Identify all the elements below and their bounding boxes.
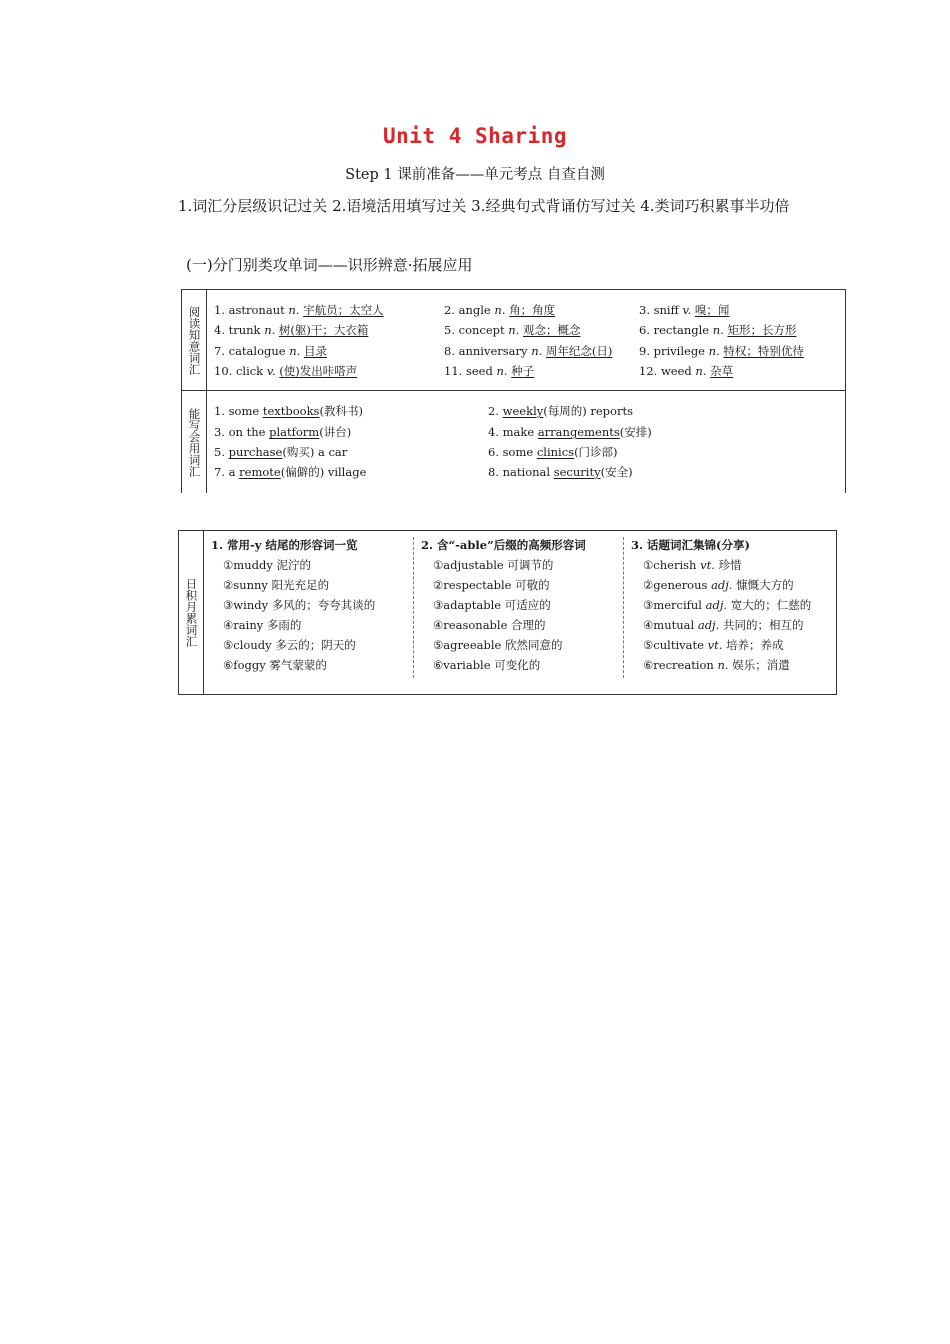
writing-item: 1. some textbooks(教科书) bbox=[214, 404, 363, 418]
reading-item: 3. sniff v. 嗅；闻 bbox=[639, 303, 730, 317]
reading-item: 10. click v. (使)发出咔嗒声 bbox=[214, 364, 358, 378]
writing-item: 7. a remote(偏僻的) village bbox=[214, 465, 367, 479]
list-item: ③windy 多风的；夸夸其谈的 bbox=[223, 598, 376, 612]
list-item: ④reasonable 合理的 bbox=[433, 618, 546, 632]
list-item: ②generous adj. 慷慨大方的 bbox=[643, 578, 794, 592]
column-divider bbox=[413, 537, 414, 678]
step-heading: Step 1 课前准备——单元考点 自查自测 bbox=[345, 167, 605, 183]
reading-item: 1. astronaut n. 宇航员；太空人 bbox=[214, 303, 384, 317]
vocab-table-2 bbox=[178, 530, 837, 695]
section-heading: (一)分门别类攻单词——识形辨意·拓展应用 bbox=[186, 256, 473, 274]
reading-item: 11. seed n. 种子 bbox=[444, 364, 535, 378]
list-item: ⑤cloudy 多云的；阴天的 bbox=[223, 638, 356, 652]
list-item: ④rainy 多雨的 bbox=[223, 618, 302, 632]
column-divider bbox=[623, 537, 624, 678]
writing-item: 6. some clinics(门诊部) bbox=[488, 445, 618, 459]
reading-label: 阅读知意词汇 bbox=[187, 305, 202, 375]
list-item: ⑥variable 可变化的 bbox=[433, 658, 541, 672]
reading-item: 4. trunk n. 树(躯)干；大衣箱 bbox=[214, 323, 369, 337]
writing-item: 4. make arrangements(安排) bbox=[488, 425, 652, 439]
list-item: ⑥recreation n. 娱乐；消遣 bbox=[643, 658, 790, 672]
list-item: ①muddy 泥泞的 bbox=[223, 558, 311, 572]
writing-item: 2. weekly(每周的) reports bbox=[488, 404, 633, 418]
writing-item: 3. on the platform(讲台) bbox=[214, 425, 352, 439]
page-title: Unit 4 Sharing bbox=[382, 124, 567, 148]
accumulate-label-cell bbox=[179, 531, 204, 694]
reading-item: 12. weed n. 杂草 bbox=[639, 364, 734, 378]
list-item: ①adjustable 可调节的 bbox=[433, 558, 554, 572]
list-item: ⑤cultivate vt. 培养；养成 bbox=[643, 638, 784, 652]
reading-item: 5. concept n. 观念；概念 bbox=[444, 323, 581, 337]
writing-label: 能写会用词汇 bbox=[187, 407, 202, 477]
intro-paragraph: 1.词汇分层级识记过关 2.语境活用填写过关 3.经典句式背诵仿写过关 4.类词巧积累事半功倍 bbox=[178, 197, 790, 215]
writing-item: 8. national security(安全) bbox=[488, 465, 633, 479]
list-item: ②respectable 可敬的 bbox=[433, 578, 550, 592]
list-item: ②sunny 阳光充足的 bbox=[223, 578, 330, 592]
reading-item: 6. rectangle n. 矩形；长方形 bbox=[639, 323, 797, 337]
vocab-table-1 bbox=[181, 289, 846, 493]
list-item: ③adaptable 可适应的 bbox=[433, 598, 551, 612]
col3-heading: 3. 话题词汇集锦(分享) bbox=[631, 538, 750, 552]
row-divider bbox=[182, 390, 845, 391]
reading-item: 8. anniversary n. 周年纪念(日) bbox=[444, 344, 613, 358]
list-item: ④mutual adj. 共同的；相互的 bbox=[643, 618, 804, 632]
accumulate-label: 日积月累词汇 bbox=[184, 578, 199, 647]
writing-label-cell bbox=[182, 391, 207, 493]
list-item: ①cherish vt. 珍惜 bbox=[643, 558, 742, 572]
col1-heading: 1. 常用-y 结尾的形容词一览 bbox=[211, 538, 358, 552]
col2-heading: 2. 含“-able”后缀的高频形容词 bbox=[421, 538, 586, 552]
reading-item: 2. angle n. 角；角度 bbox=[444, 303, 556, 317]
list-item: ③merciful adj. 宽大的；仁慈的 bbox=[643, 598, 812, 612]
list-item: ⑤agreeable 欣然同意的 bbox=[433, 638, 563, 652]
reading-item: 9. privilege n. 特权；特别优待 bbox=[639, 344, 804, 358]
reading-item: 7. catalogue n. 目录 bbox=[214, 344, 327, 358]
list-item: ⑥foggy 雾气蒙蒙的 bbox=[223, 658, 327, 672]
reading-label-cell bbox=[182, 290, 207, 390]
writing-item: 5. purchase(购买) a car bbox=[214, 445, 348, 459]
